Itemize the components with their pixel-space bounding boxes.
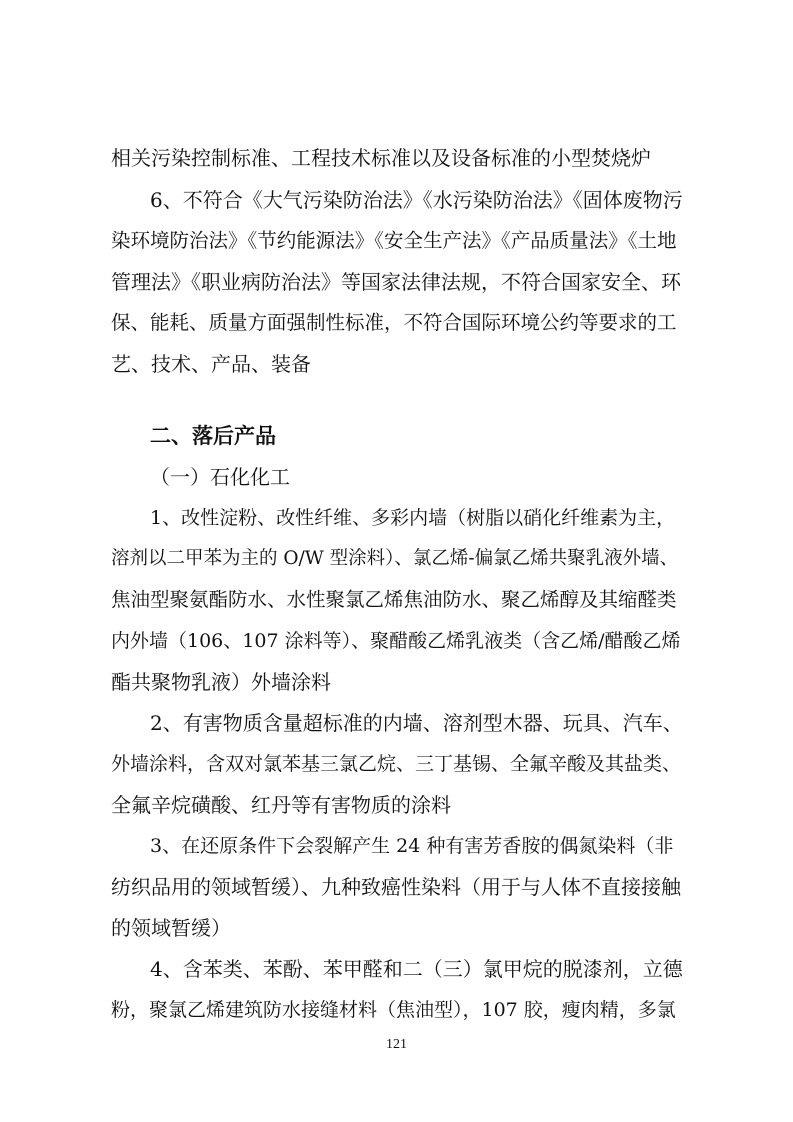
list-item-line [0,791,793,819]
list-item-content: 纺织品用的领域暂缓）、九种致癌性染料（用于与人体不直接接触 [111,875,681,899]
list-item-line [0,873,793,901]
list-item-line [0,750,793,778]
text-line-content: 相关污染控制标准、工程技术标准以及设备标准的小型焚烧炉 [111,146,651,170]
subsection-title: （一）石化化工 [150,465,290,489]
page-number: 121 [386,1037,407,1052]
list-item-line [0,914,793,942]
text-line-content: 艺、技术、产品、装备 [111,352,311,376]
list-item-content: 1、改性淀粉、改性纤维、多彩内墙（树脂以硝化纤维素为主， [150,507,676,529]
text-line [0,350,793,378]
list-item-line [0,504,793,532]
list-item-content: 酯共聚物乳液）外墙涂料 [111,670,331,694]
list-item-content: 内外墙（106、107 涂料等）、聚醋酸乙烯乳液类（含乙烯/醋酸乙烯 [111,630,681,652]
list-item-content: 粉，聚氯乙烯建筑防水接缝材料（焦油型），107 胶，瘦肉精，多氯 [111,999,676,1021]
list-item-line [0,627,793,655]
text-line-content: 6、不符合《大气污染防治法》《水污染防治法》《固体废物污 [150,188,683,212]
text-line-content: 保、能耗、质量方面强制性标准，不符合国际环境公约等要求的工 [111,311,677,334]
subsection-heading [0,463,793,491]
list-item-content: 的领域暂缓） [111,916,231,940]
section-title: 二、落后产品 [150,424,276,448]
text-line-content: 染环境防治法》《节约能源法》《安全生产法》《产品质量法》《土地 [111,229,677,252]
text-line [0,309,793,337]
text-line-content: 管理法》《职业病防治法》等国家法律法规，不符合国家安全、环 [111,270,681,294]
list-item-content: 外墙涂料，含双对氯苯基三氯乙烷、三丁基锡、全氟辛酸及其盐类、 [111,753,682,775]
text-line [0,186,793,214]
text-line [0,227,793,255]
text-line [0,144,793,172]
list-item-line [0,545,793,573]
section-heading [0,422,793,450]
list-item-line [0,996,793,1024]
list-item-content: 3、在还原条件下会裂解产生 24 种有害芳香胺的偶氮染料（非 [150,835,674,857]
list-item-line [0,709,793,737]
list-item-content: 溶剂以二甲苯为主的 O/W 型涂料）、氯乙烯-偏氯乙烯共聚乳液外墙、 [111,548,679,569]
text-line [0,268,793,296]
list-item-line [0,832,793,860]
list-item-line [0,586,793,614]
list-item-content: 焦油型聚氨酯防水、水性聚氯乙烯焦油防水、聚乙烯醇及其缩醛类 [111,588,677,611]
list-item-line [0,955,793,983]
list-item-content: 2、有害物质含量超标准的内墙、溶剂型木器、玩具、汽车、 [150,711,683,735]
list-item-line [0,668,793,696]
list-item-content: 4、含苯类、苯酚、苯甲醛和二（三）氯甲烷的脱漆剂，立德 [150,957,683,981]
list-item-content: 全氟辛烷磺酸、红丹等有害物质的涂料 [111,793,451,817]
